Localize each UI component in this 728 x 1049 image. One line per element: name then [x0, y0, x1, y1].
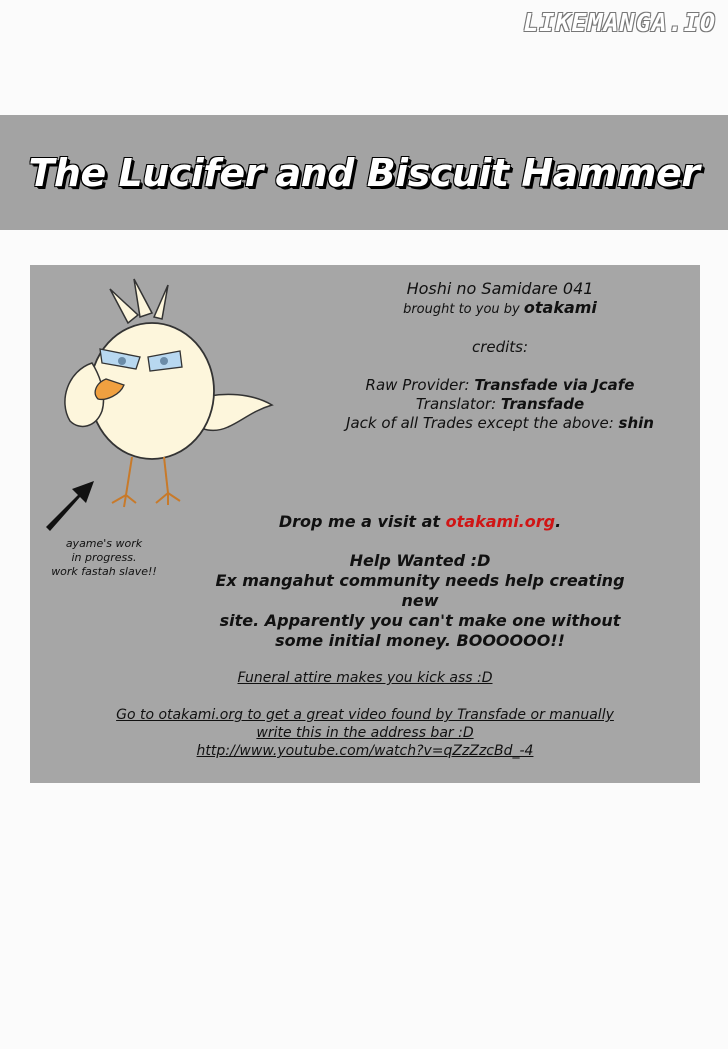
artist-note: [34, 537, 174, 579]
note-line-1: ayame's work: [65, 537, 143, 550]
visit-line: [210, 512, 630, 532]
translator-value: Transfade: [500, 395, 585, 413]
visit-prefix: Drop me a visit at: [278, 512, 446, 531]
jack-label: Jack of all Trades except the above:: [346, 414, 619, 432]
credits-block: [315, 279, 685, 433]
raw-provider-line: [315, 376, 685, 395]
help-title: Help Wanted :D: [349, 551, 491, 570]
brought-by-prefix: brought to you by: [403, 302, 524, 317]
arrow-icon: [38, 477, 98, 532]
video-line-1: Go to otakami.org to get a great video found by Transfade or manually: [116, 707, 614, 723]
title-banner: [0, 115, 728, 230]
note-line-2: in progress.: [71, 551, 137, 564]
funeral-line: Funeral attire makes you kick ass :D: [237, 670, 493, 686]
raw-provider-value: Transfade via Jcafe: [474, 376, 635, 394]
raw-provider-label: Raw Provider:: [365, 376, 475, 394]
help-line-2: site. Apparently you can't make one without: [219, 611, 621, 630]
help-line-3: some initial money. BOOOOOO!!: [275, 631, 565, 650]
brought-by-line: [315, 298, 685, 319]
group-name: otakami: [523, 298, 597, 317]
note-line-3: work fastah slave!!: [51, 565, 157, 578]
chick-illustration: [40, 271, 290, 511]
jack-value: shin: [618, 414, 654, 432]
jack-line: [315, 414, 685, 433]
video-line-2: write this in the address bar :D: [256, 725, 474, 741]
message-block: [210, 512, 630, 651]
translator-line: [315, 395, 685, 414]
help-line-1: Ex mangahut community needs help creating new: [215, 571, 625, 610]
visit-suffix: .: [555, 512, 562, 531]
translator-label: Translator:: [415, 395, 501, 413]
site-watermark: LIKEMANGA.IO: [523, 8, 716, 37]
video-url[interactable]: http://www.youtube.com/watch?v=qZzZzcBd_-4: [196, 743, 534, 759]
visit-link[interactable]: otakami.org: [445, 512, 556, 531]
credits-panel: [30, 265, 700, 783]
credits-heading: credits:: [471, 338, 529, 356]
footer-block: [30, 669, 700, 760]
series-title: The Lucifer and Biscuit Hammer: [28, 150, 700, 195]
chapter-title: Hoshi no Samidare 041: [406, 279, 594, 298]
